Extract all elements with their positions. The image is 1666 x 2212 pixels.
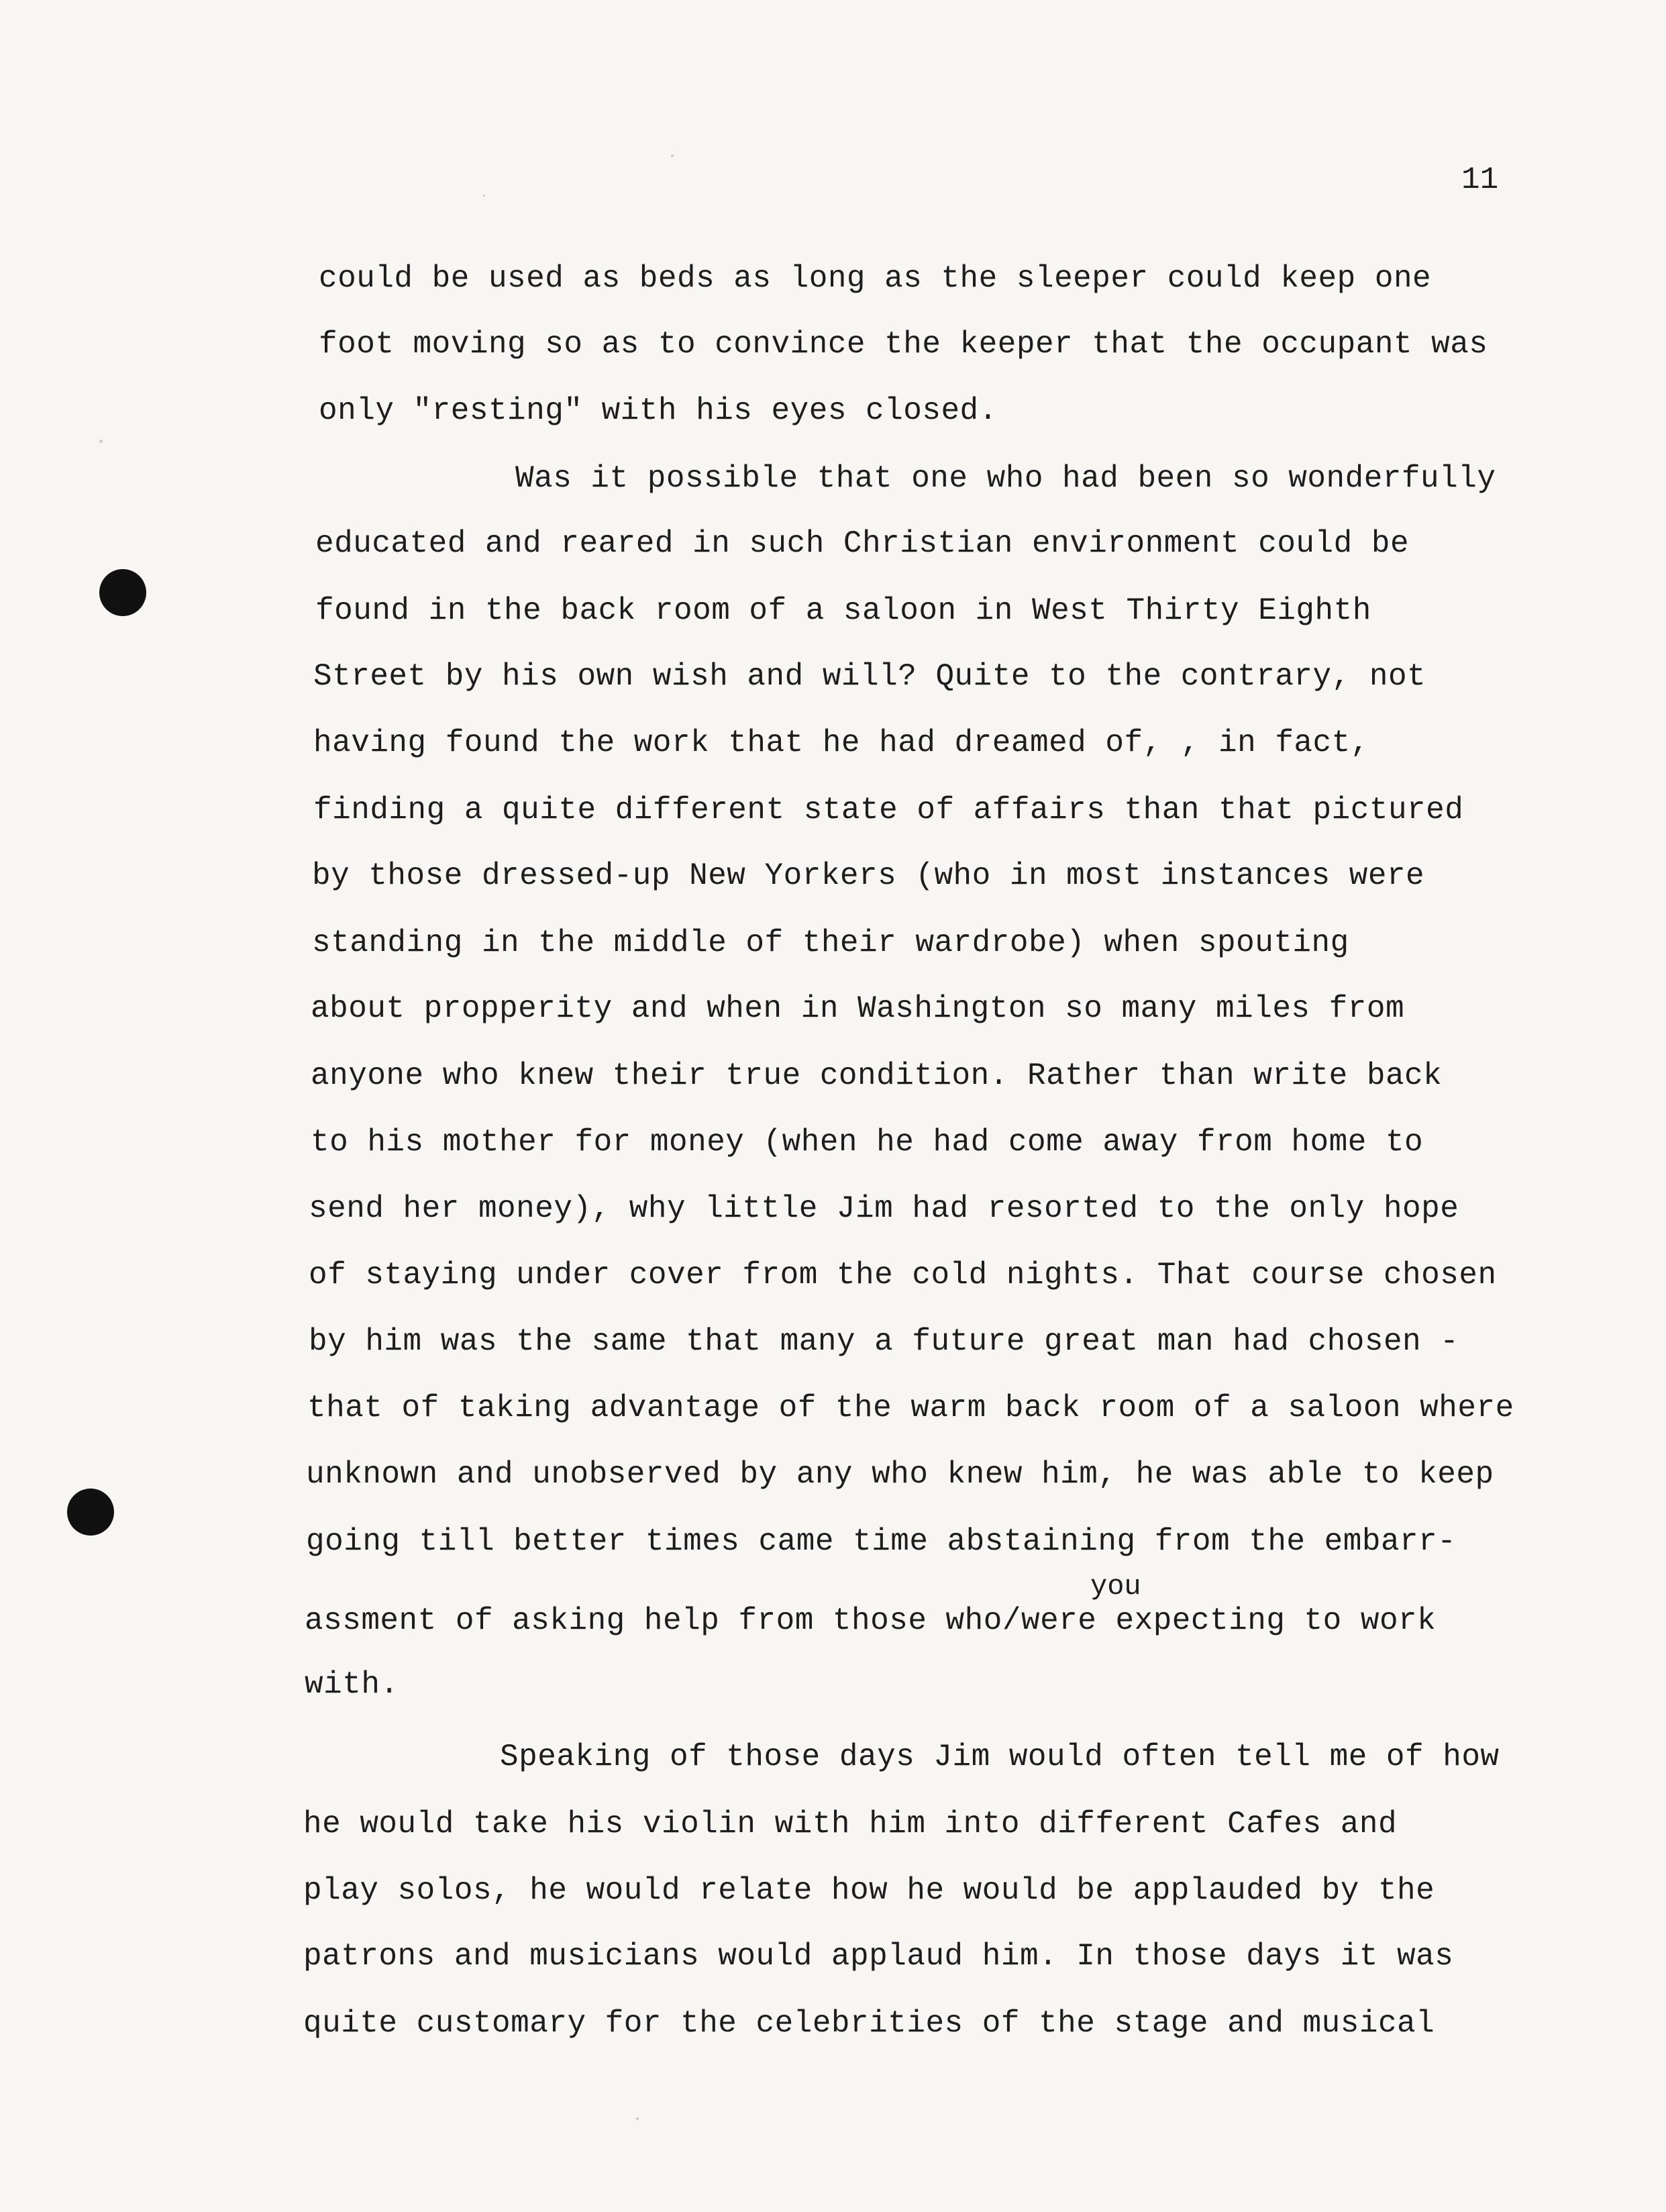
text-line: play solos, he would relate how he would be applauded by the	[303, 1873, 1435, 1908]
interlinear-insert: you	[1090, 1570, 1141, 1603]
paper-speck	[99, 440, 103, 443]
punch-hole-lower	[67, 1489, 114, 1536]
text-line: of staying under cover from the cold nights. That course chosen	[309, 1258, 1497, 1293]
text-line: he would take his violin with him into different Cafes and	[303, 1807, 1398, 1842]
text-line: found in the back room of a saloon in West Thirty Eighth	[315, 593, 1371, 628]
text-line: foot moving so as to convince the keeper that the occupant was	[319, 327, 1488, 362]
paper-speck	[671, 154, 674, 157]
text-line: to his mother for money (when he had come away from home to	[311, 1125, 1424, 1160]
text-line: finding a quite different state of affairs than that pictured	[313, 793, 1464, 827]
text-line: assment of asking help from those who/were expecting to work	[305, 1603, 1437, 1638]
text-line: only "resting" with his eyes closed.	[319, 393, 998, 428]
text-line: with.	[305, 1667, 399, 1702]
text-line: unknown and unobserved by any who knew him, he was able to keep	[306, 1457, 1494, 1492]
text-line: anyone who knew their true condition. Rather than write back	[311, 1058, 1443, 1093]
text-line: going till better times came time abstaining from the embarr-	[306, 1524, 1457, 1559]
paper-speck	[483, 195, 485, 197]
page-number: 11	[1461, 162, 1499, 197]
punch-hole-upper	[99, 569, 146, 616]
text-line: standing in the middle of their wardrobe) when spouting	[312, 925, 1349, 960]
text-line: having found the work that he had dreamed of, , in fact,	[313, 725, 1369, 760]
paper-speck	[636, 2117, 639, 2120]
text-line: by those dressed-up New Yorkers (who in most instances were	[312, 858, 1425, 893]
text-line: Was it possible that one who had been so wonderfully	[515, 461, 1496, 496]
text-line: Speaking of those days Jim would often tell me of how	[500, 1740, 1500, 1774]
text-line: educated and reared in such Christian environment could be	[315, 526, 1410, 561]
text-line: send her money), why little Jim had resorted to the only hope	[309, 1191, 1459, 1226]
text-line: quite customary for the celebrities of the stage and musical	[303, 2006, 1435, 2041]
text-line: about propperity and when in Washington so many miles from	[311, 991, 1405, 1026]
text-line: by him was the same that many a future great man had chosen -	[309, 1324, 1459, 1359]
text-line: patrons and musicians would applaud him. In those days it was	[303, 1939, 1454, 1974]
text-line: could be used as beds as long as the sleeper could keep one	[319, 261, 1432, 296]
text-line: Street by his own wish and will? Quite to the contrary, not	[313, 659, 1426, 694]
text-line: that of taking advantage of the warm back room of a saloon where	[307, 1391, 1514, 1425]
